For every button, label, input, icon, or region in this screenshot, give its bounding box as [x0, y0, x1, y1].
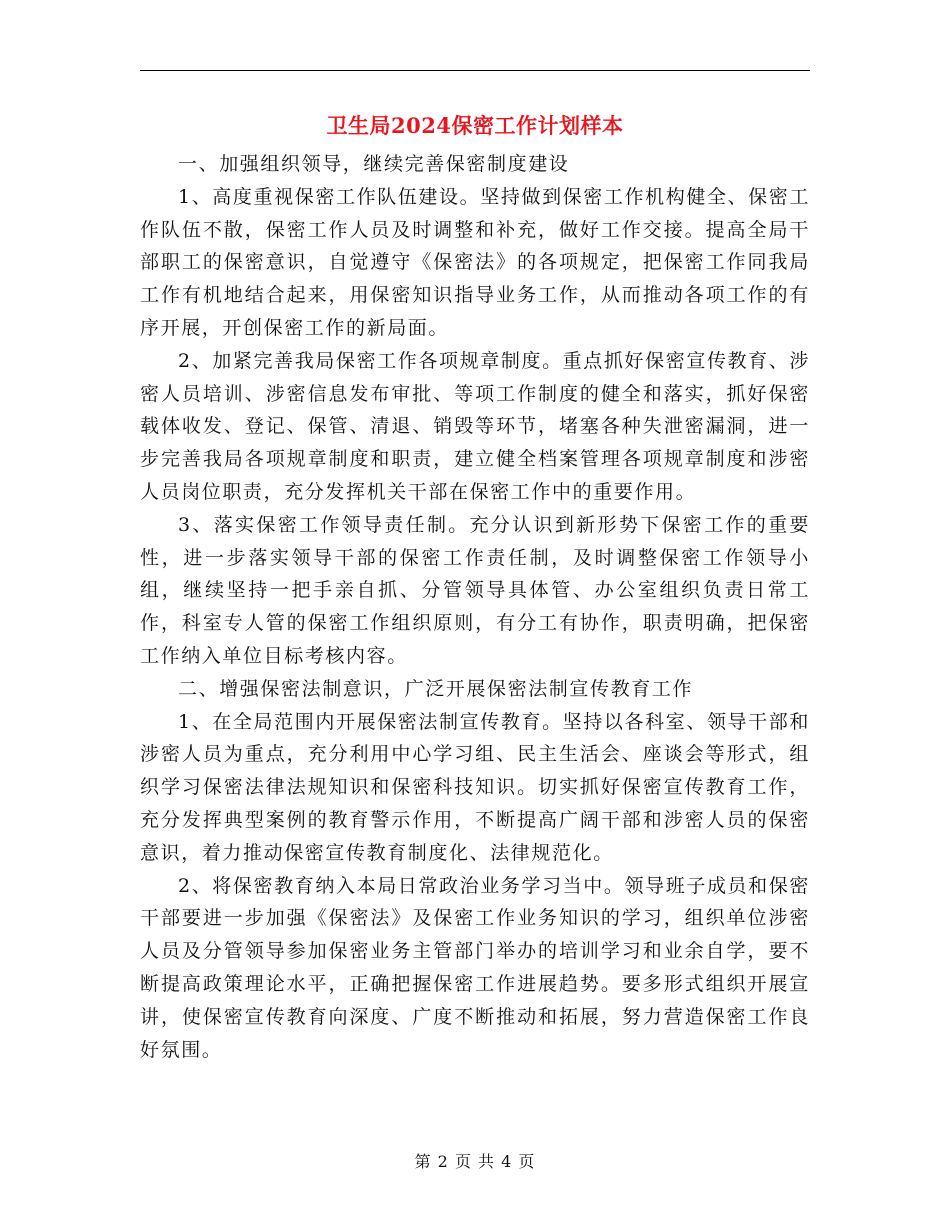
- header-rule: [140, 70, 810, 71]
- page-number-footer: 第 2 页 共 4 页: [414, 1152, 536, 1171]
- section-heading-2: 二、增强保密法制意识，广泛开展保密法制宣传教育工作: [178, 677, 694, 700]
- section-heading-1: 一、加强组织领导，继续完善保密制度建设: [178, 153, 570, 175]
- paragraph: 3、落实保密工作领导责任制。充分认识到新形势下保密工作的重要性，进一步落实领导干部的保密工作责任制，及时调整保密工作领导小组，继续坚持一把手亲自抓、分管领导具体管、办公室组织负责日常工作，科室专人管的保密工作组织原则，有分工有协作，职责明确，把保密工作纳入单位目标考核内容。: [140, 513, 810, 667]
- paragraph: 1、高度重视保密工作队伍建设。坚持做到保密工作机构健全、保密工作队伍不散，保密工作人员及时调整和补充，做好工作交接。提高全局干部职工的保密意识，自觉遵守《保密法》的各项规定，把保密工作同我局工作有机地结合起来，用保密知识指导业务工作，从而推动各项工作的有序开展，开创保密工作的新局面。: [140, 185, 810, 339]
- paragraph: 2、加紧完善我局保密工作各项规章制度。重点抓好保密宣传教育、涉密人员培训、涉密信息发布审批、等项工作制度的健全和落实，抓好保密载体收发、登记、保管、清退、销毁等环节，堵塞各种失泄密漏洞，进一步完善我局各项规章制度和职责，建立健全档案管理各项规章制度和涉密人员岗位职责，充分发挥机关干部在保密工作中的重要作用。: [140, 349, 810, 503]
- document-title: 卫生局2024保密工作计划样本: [326, 113, 624, 138]
- paragraph: 1、在全局范围内开展保密法制宣传教育。坚持以各科室、领导干部和涉密人员为重点，充分利用中心学习组、民主生活会、座谈会等形式，组织学习保密法律法规知识和保密科技知识。切实抓好保密宣传教育工作，充分发挥典型案例的教育警示作用，不断提高广阔干部和涉密人员的保密意识，着力推动保密宣传教育制度化、法律规范化。: [140, 710, 810, 864]
- document-body: [140, 148, 810, 1066]
- paragraph: 2、将保密教育纳入本局日常政治业务学习当中。领导班子成员和保密干部要进一步加强《保密法》及保密工作业务知识的学习，组织单位涉密人员及分管领导参加保密业务主管部门举办的培训学习和业余自学，要不断提高政策理论水平，正确把握保密工作进展趋势。要多形式组织开展宣讲，使保密宣传教育向深度、广度不断推动和拓展，努力营造保密工作良好氛围。: [140, 874, 810, 1061]
